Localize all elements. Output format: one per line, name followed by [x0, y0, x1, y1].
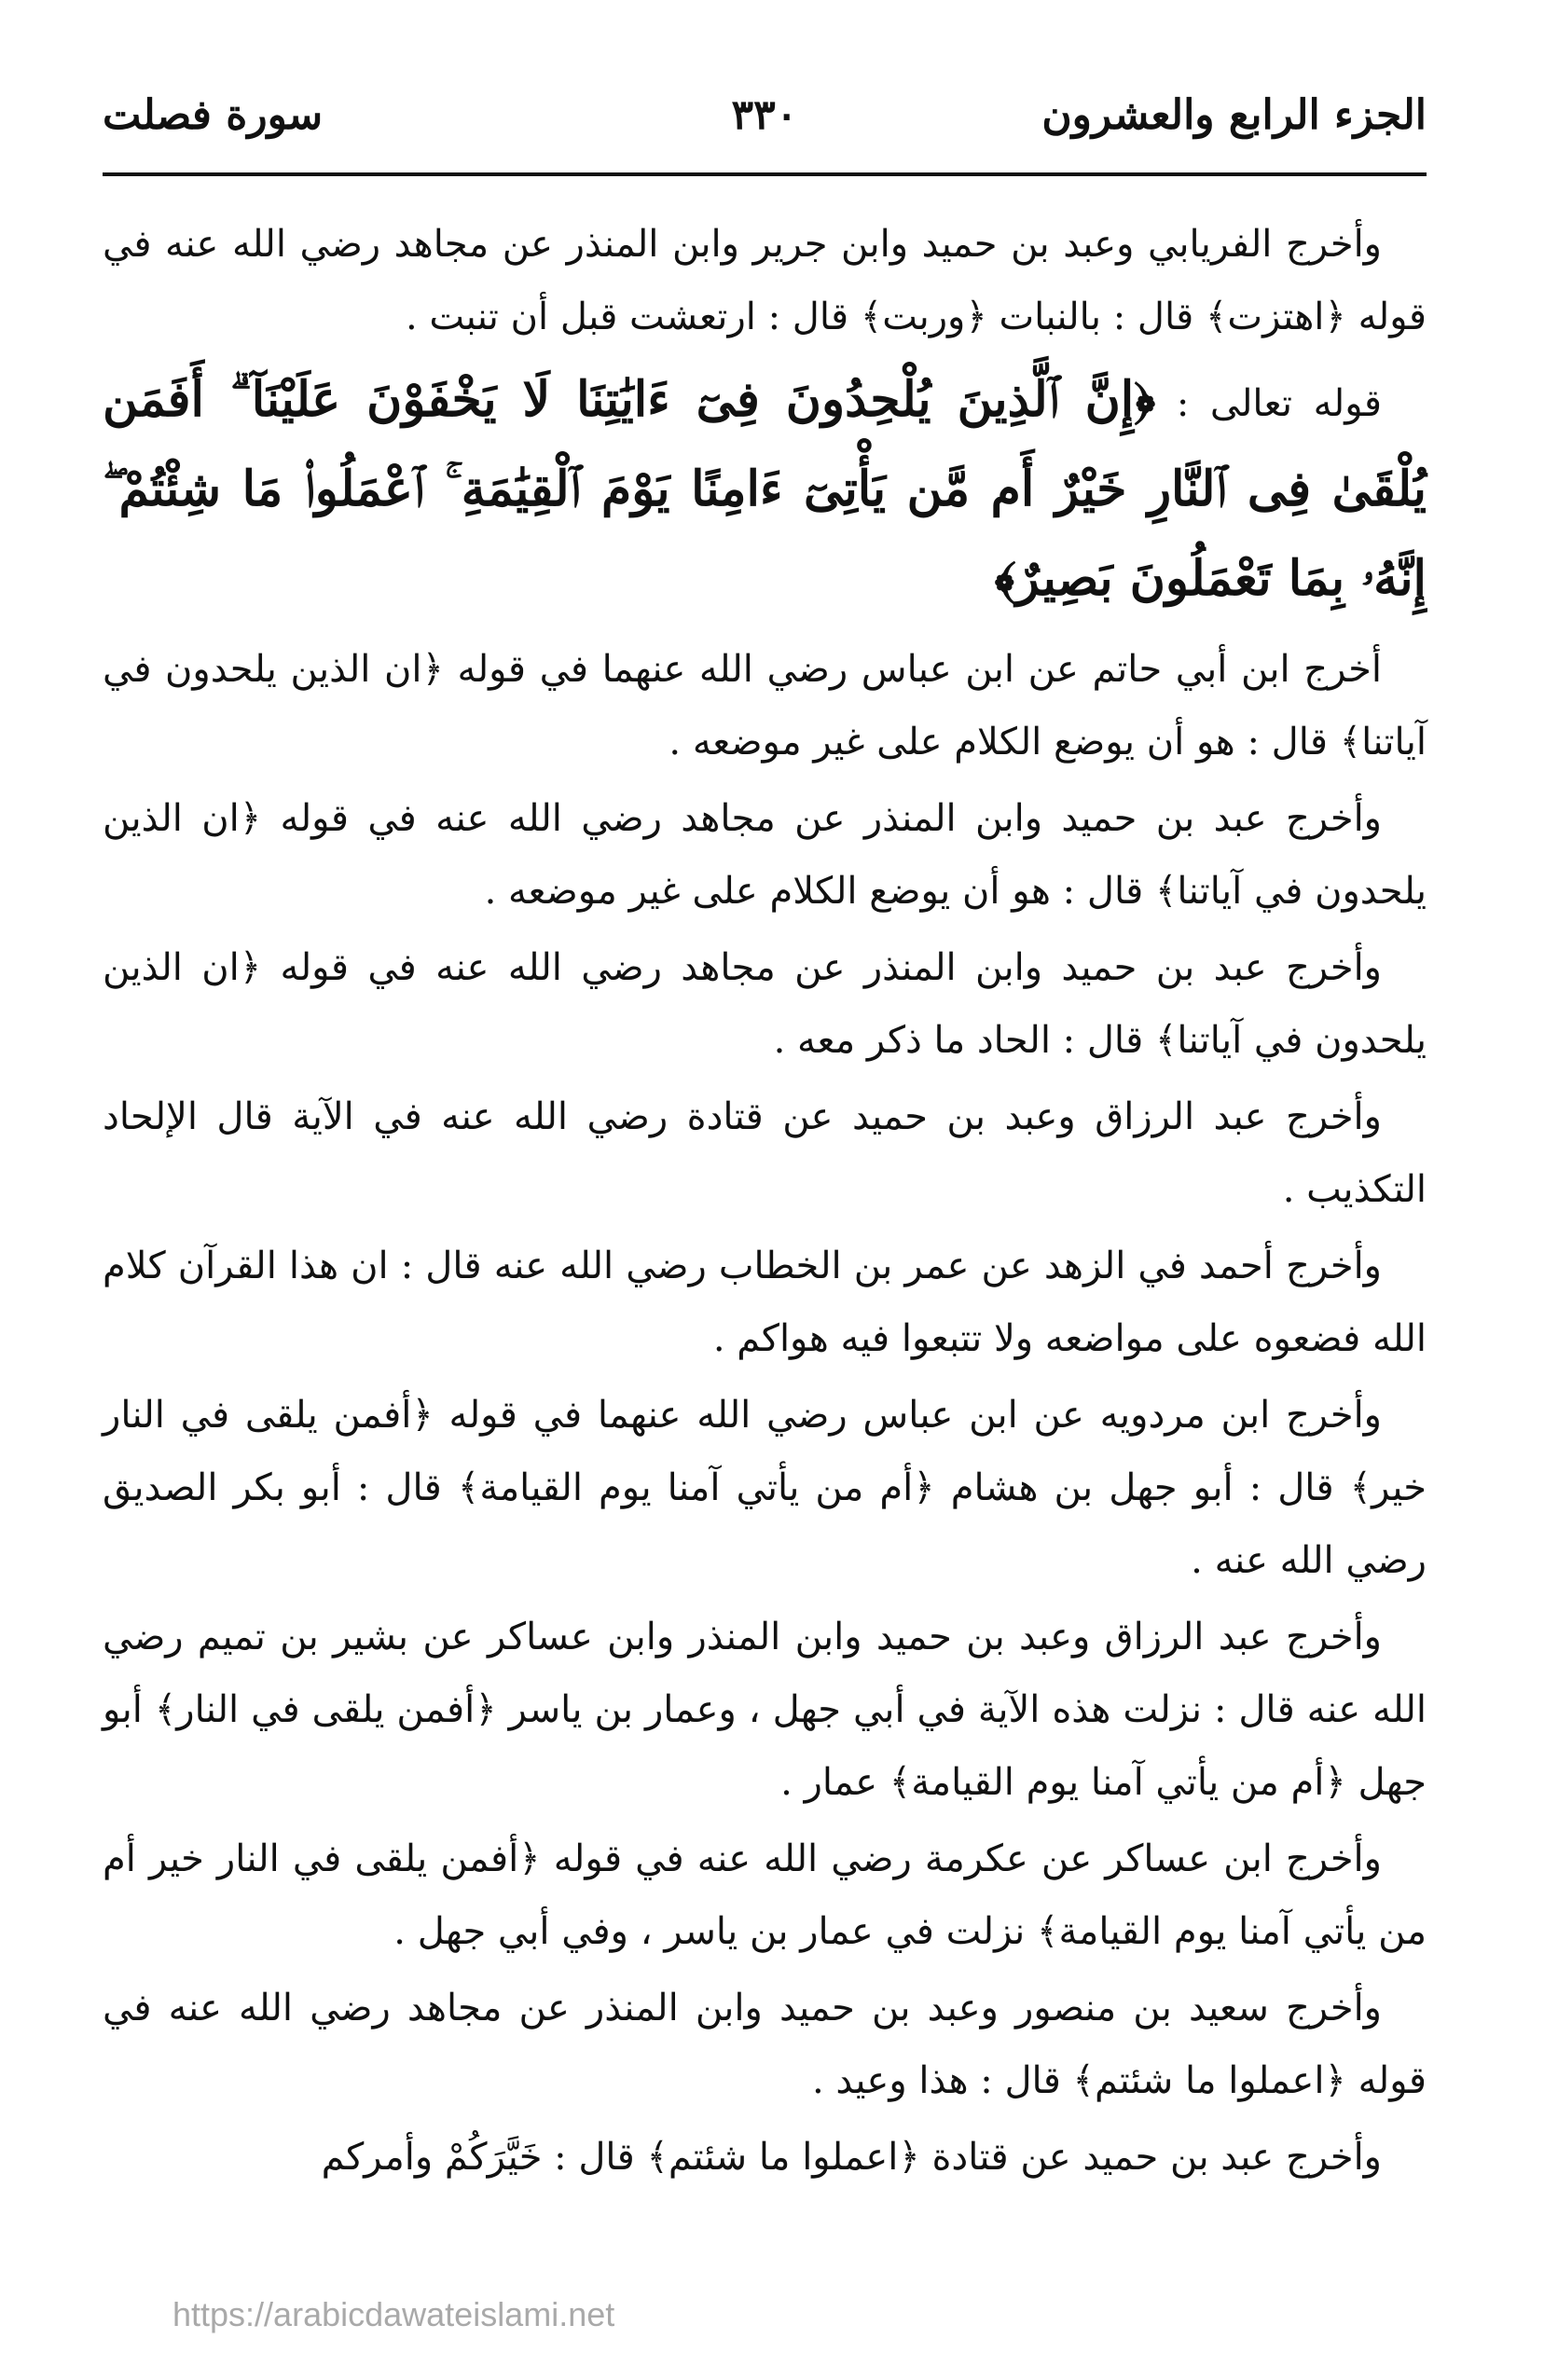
paragraph-1: وأخرج الفريابي وعبد بن حميد وابن جرير وابن المنذر عن مجاهد رضي الله عنه في قوله ﴿اهتزت﴾ قال : بالنبات ﴿وربت﴾ قال : ارتعشت قبل أن تنبت . [103, 223, 1427, 338]
paragraph-4: وأخرج عبد بن حميد وابن المنذر عن مجاهد رضي الله عنه في قوله ﴿ان الذين يلحدون في آياتنا﴾ قال : الحاد ما ذكر معه . [103, 946, 1427, 1062]
page-header [103, 75, 1427, 176]
quran-verse: ﴿إِنَّ ٱلَّذِينَ يُلْحِدُونَ فِىٓ ءَايَٰتِنَا لَا يَخْفَوْنَ عَلَيْنَآ ۗ أَفَمَن يُلْقَىٰ فِى ٱلنَّارِ خَيْرٌ أَم مَّن يَأْتِىٓ ءَامِنًا يَوْمَ ٱلْقِيَٰمَةِ ۚ ٱعْمَلُوا۟ مَا شِئْتُمْ ۖ إِنَّهُۥ بِمَا تَعْمَلُونَ بَصِيرٌ﴾ [103, 371, 1427, 607]
verse-intro: قوله تعالى : [1176, 382, 1383, 425]
paragraph-2: أخرج ابن أبي حاتم عن ابن عباس رضي الله عنهما في قوله ﴿ان الذين يلحدون في آياتنا﴾ قال : هو أن يوضع الكلام على غير موضعه . [103, 648, 1427, 764]
paragraph-5: وأخرج عبد الرزاق وعبد بن حميد عن قتادة رضي الله عنه في الآية قال الإلحاد التكذيب . [103, 1095, 1427, 1211]
page-body [103, 208, 1427, 2194]
surah-title: سورة فصلت [103, 91, 324, 139]
paragraph-6: وأخرج أحمد في الزهد عن عمر بن الخطاب رضي الله عنه قال : ان هذا القرآن كلام الله فضعوه على مواضعه ولا تتبعوا فيه هواكم . [103, 1245, 1427, 1360]
watermark-url: https://arabicdawateislami.net [172, 2295, 615, 2333]
paragraph-10: وأخرج سعيد بن منصور وعبد بن حميد وابن المنذر عن مجاهد رضي الله عنه في قوله ﴿اعملوا ما شئتم﴾ قال : هذا وعيد . [103, 1987, 1427, 2102]
paragraph-3: وأخرج عبد بن حميد وابن المنذر عن مجاهد رضي الله عنه في قوله ﴿ان الذين يلحدون في آياتنا﴾ قال : هو أن يوضع الكلام على غير موضعه . [103, 797, 1427, 913]
paragraph-11: وأخرج عبد بن حميد عن قتادة ﴿اعملوا ما شئتم﴾ قال : خَيَّرَكُمْ وأمركم [321, 2136, 1382, 2179]
book-page [103, 75, 1427, 2331]
verse-paragraph [103, 357, 1427, 626]
paragraph-7: وأخرج ابن مردويه عن ابن عباس رضي الله عنهما في قوله ﴿أفمن يلقى في النار خير﴾ قال : أبو جهل بن هشام ﴿أم من يأتي آمنا يوم القيامة﴾ قال : أبو بكر الصديق رضي الله عنه . [103, 1394, 1427, 1582]
part-title: الجزء الرابع والعشرون [1041, 91, 1427, 139]
paragraph-8: وأخرج عبد الرزاق وعبد بن حميد وابن المنذر وابن عساكر عن بشير بن تميم رضي الله عنه قال : نزلت هذه الآية في أبي جهل ، وعمار بن ياسر ﴿أفمن يلقى في النار﴾ أبو جهل ﴿أم من يأتي آمنا يوم القيامة﴾ عمار . [103, 1616, 1427, 1804]
paragraph-9: وأخرج ابن عساكر عن عكرمة رضي الله عنه في قوله ﴿أفمن يلقى في النار خير أم من يأتي آمنا يوم القيامة﴾ نزلت في عمار بن ياسر ، وفي أبي جهل . [103, 1837, 1427, 1953]
page-number: ٣٣٠ [731, 91, 798, 139]
